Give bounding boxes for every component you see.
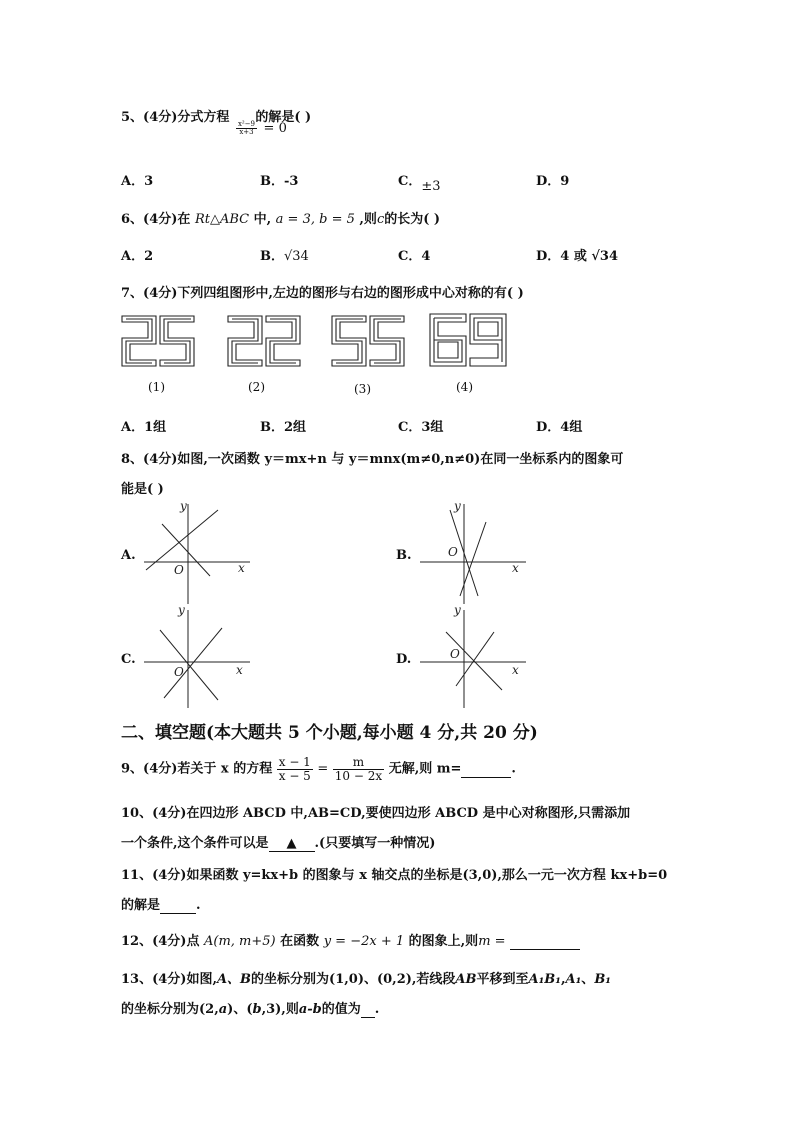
option-value: 4 或 √34 — [560, 249, 619, 264]
option-value: 2组 — [284, 420, 307, 435]
q6-triangle: Rt△ABC — [194, 212, 250, 227]
q5-suffix: 的解是( ) — [255, 110, 312, 125]
q13-stem-line2 — [121, 998, 379, 1018]
q6-option-d[interactable] — [536, 245, 618, 264]
option-key: D． — [536, 174, 561, 189]
q9-prefix: 9、(4分)若关于 x 的方程 — [121, 761, 273, 777]
section-heading: 二、填空题(本大题共 5 个小题,每小题 4 分,共 20 分) — [121, 723, 538, 743]
q10-answer-blank[interactable] — [269, 836, 315, 852]
q13-stem-line1 — [121, 968, 611, 987]
option-value: 2 — [144, 249, 154, 264]
option-key: B． — [260, 420, 284, 435]
q9-lhs-num: x − 1 — [278, 755, 311, 769]
q5-frac-num: x²−9 — [237, 119, 256, 128]
q13-answer-blank[interactable] — [361, 1002, 375, 1018]
q9-answer-blank[interactable] — [461, 762, 511, 778]
option-value: 1组 — [144, 420, 167, 435]
glyph-2-outline — [266, 316, 300, 366]
option-key: C． — [398, 249, 422, 264]
q8-option-b[interactable]: B. — [396, 548, 412, 563]
axis-x-label: x — [512, 663, 519, 677]
axis-y-label: y — [178, 603, 185, 617]
q9-lhs-den: x − 5 — [278, 768, 311, 783]
q6-suffix: 的长为( ) — [384, 212, 441, 227]
glyph-5-outline — [370, 316, 404, 366]
q6-mid2: ,则 — [359, 212, 377, 227]
q13-var-b: b — [252, 1002, 262, 1017]
q8-stem-line2: 能是( ) — [121, 482, 164, 497]
q9-end: . — [511, 761, 516, 777]
q5-stem — [121, 106, 355, 136]
axis-y-label: y — [454, 499, 461, 513]
q12-point: A(m, m+5) — [203, 934, 276, 949]
q12-answer-blank[interactable] — [510, 934, 580, 950]
q7-option-b[interactable] — [260, 416, 306, 435]
axis-x-label: x — [512, 561, 519, 575]
q13-line2-mid2: ,3),则 — [261, 1002, 299, 1017]
q12-function: y = −2x + 1 — [323, 934, 405, 949]
q11-stem-line2 — [121, 894, 201, 914]
q11-stem-line1: 11、(4分)如果函数 y=kx+b 的图象与 x 轴交点的坐标是(3,0),那么一元一次方程 kx+b=0 — [121, 868, 668, 883]
glyph-2-outline — [122, 316, 156, 366]
q13-line2-prefix: 的坐标分别为(2, — [121, 1002, 219, 1017]
glyph-5-outline — [332, 316, 366, 366]
q6-option-c[interactable] — [398, 245, 430, 264]
option-key: D． — [536, 249, 561, 264]
q9-lhs-fraction — [277, 756, 313, 782]
option-key: A． — [121, 249, 145, 264]
q8-graph-d — [414, 602, 534, 712]
q7-figure-label: (2) — [248, 380, 265, 394]
option-value: -3 — [284, 174, 299, 189]
q5-frac-den: x+3 — [239, 128, 254, 136]
option-key: C． — [398, 174, 422, 189]
q10-line2-prefix: 一个条件,这个条件可以是 — [121, 836, 269, 851]
q5-fraction — [236, 121, 257, 137]
q13-points-ab: A、B — [216, 972, 252, 987]
q13-segment-ab: AB — [455, 972, 477, 987]
q6-condition: a = 3, b = 5 — [275, 212, 355, 227]
q13-point-a1: A₁ — [565, 972, 582, 987]
q7-figure-label: (4) — [456, 380, 473, 394]
q8-graph-c — [138, 602, 258, 712]
q9-rhs-fraction — [333, 756, 384, 782]
q12-mid: 在函数 — [280, 934, 320, 949]
q8-option-c[interactable]: C. — [121, 652, 136, 667]
q11-end: . — [196, 898, 201, 913]
q5-option-a[interactable] — [121, 170, 153, 189]
q6-option-a[interactable] — [121, 245, 153, 264]
q13-line2-suffix: 的值为 — [321, 1002, 361, 1017]
q13-end: . — [374, 1002, 380, 1017]
q13-line1-mid2: 平移到至 — [476, 972, 529, 987]
q7-stem: 7、(4分)下列四组图形中,左边的图形与右边的图形成中心对称的有( ) — [121, 286, 524, 301]
q11-answer-blank[interactable] — [160, 898, 196, 914]
glyph-2-outline — [228, 316, 262, 366]
origin-label: O — [174, 563, 184, 577]
q12-stem — [121, 930, 580, 950]
q11-line2-prefix: 的解是 — [121, 898, 161, 913]
option-value: √34 — [284, 249, 309, 264]
q13-expression: a-b — [298, 1002, 322, 1017]
q5-option-b[interactable] — [260, 170, 298, 189]
q10-stem-line1: 10、(4分)在四边形 ABCD 中,AB=CD,要使四边形 ABCD 是中心对称图形,只需添加 — [121, 806, 631, 821]
q9-suffix: 无解,则 m= — [388, 761, 462, 777]
option-key: A． — [121, 420, 145, 435]
q10-line2-suffix: .(只要填写一种情况) — [314, 836, 436, 851]
q8-option-d[interactable]: D. — [396, 652, 412, 667]
q8-graph-b — [414, 498, 534, 608]
q8-stem-line1: 8、(4分)如图,一次函数 y＝mx+n 与 y＝mnx(m≠0,n≠0)在同一坐标系内的图象可 — [121, 452, 624, 467]
axis-y-label: y — [454, 603, 461, 617]
option-key: B． — [260, 249, 284, 264]
option-value: 3组 — [421, 420, 444, 435]
q7-option-d[interactable] — [536, 416, 582, 435]
q8-option-a[interactable]: A. — [121, 548, 136, 563]
axis-y-label: y — [180, 499, 187, 513]
q7-figure-svg — [118, 310, 510, 402]
triangle-marker-icon: ▲ — [286, 836, 297, 851]
q5-eq: = 0 — [263, 121, 287, 136]
glyph-6-outline — [430, 314, 466, 366]
glyph-9-outline — [470, 314, 506, 366]
q13-var-a: a — [218, 1002, 228, 1017]
q7-option-a[interactable] — [121, 416, 166, 435]
q7-figure — [118, 310, 510, 402]
option-value: 3 — [144, 174, 154, 189]
q6-option-b[interactable] — [260, 245, 309, 264]
axis-x-label: x — [238, 561, 245, 575]
q9-eq: = — [317, 761, 329, 777]
q13-line1-sep: , — [560, 972, 566, 987]
q9-rhs-den: 10 − 2x — [334, 768, 383, 783]
q13-segment-a1b1: A₁B₁ — [528, 972, 561, 987]
q13-point-b1: B₁ — [594, 972, 611, 987]
q12-prefix: 12、(4分)点 — [121, 934, 200, 949]
origin-label: O — [174, 665, 184, 679]
q13-line1-prefix: 13、(4分)如图, — [121, 972, 217, 987]
q8-graph-a — [138, 498, 258, 608]
q13-line2-mid: )、( — [227, 1002, 253, 1017]
option-value: 4 — [421, 249, 431, 264]
option-key: D． — [536, 420, 561, 435]
option-key: B． — [260, 174, 284, 189]
q5-prefix: 5、(4分)分式方程 — [121, 110, 230, 125]
q7-option-c[interactable] — [398, 416, 443, 435]
option-value: 4组 — [560, 420, 583, 435]
option-key: C． — [398, 420, 422, 435]
glyph-5-outline — [160, 316, 194, 366]
q12-var: m = — [478, 934, 506, 949]
q6-mid: 中, — [253, 212, 272, 227]
option-value: 9 — [560, 174, 570, 189]
q5-option-c[interactable] — [398, 170, 441, 194]
option-value: ±3 — [421, 179, 441, 194]
origin-label: O — [450, 647, 460, 661]
q9-rhs-num: m — [333, 756, 384, 770]
axis-x-label: x — [236, 663, 243, 677]
q5-option-d[interactable] — [536, 170, 569, 189]
option-key: A． — [121, 174, 145, 189]
q13-line1-mid: 的坐标分别为(1,0)、(0,2),若线段 — [251, 972, 456, 987]
q9-stem — [121, 756, 516, 782]
q7-figure-label: (1) — [148, 380, 165, 394]
q12-suffix: 的图象上,则 — [408, 934, 479, 949]
q6-prefix: 6、(4分)在 — [121, 212, 191, 227]
q6-stem — [121, 208, 440, 227]
q6-var: c — [376, 212, 385, 227]
origin-label: O — [448, 545, 458, 559]
q7-figure-label: (3) — [354, 382, 371, 396]
q13-line1-sep2: 、 — [581, 972, 595, 987]
q10-stem-line2 — [121, 832, 435, 852]
